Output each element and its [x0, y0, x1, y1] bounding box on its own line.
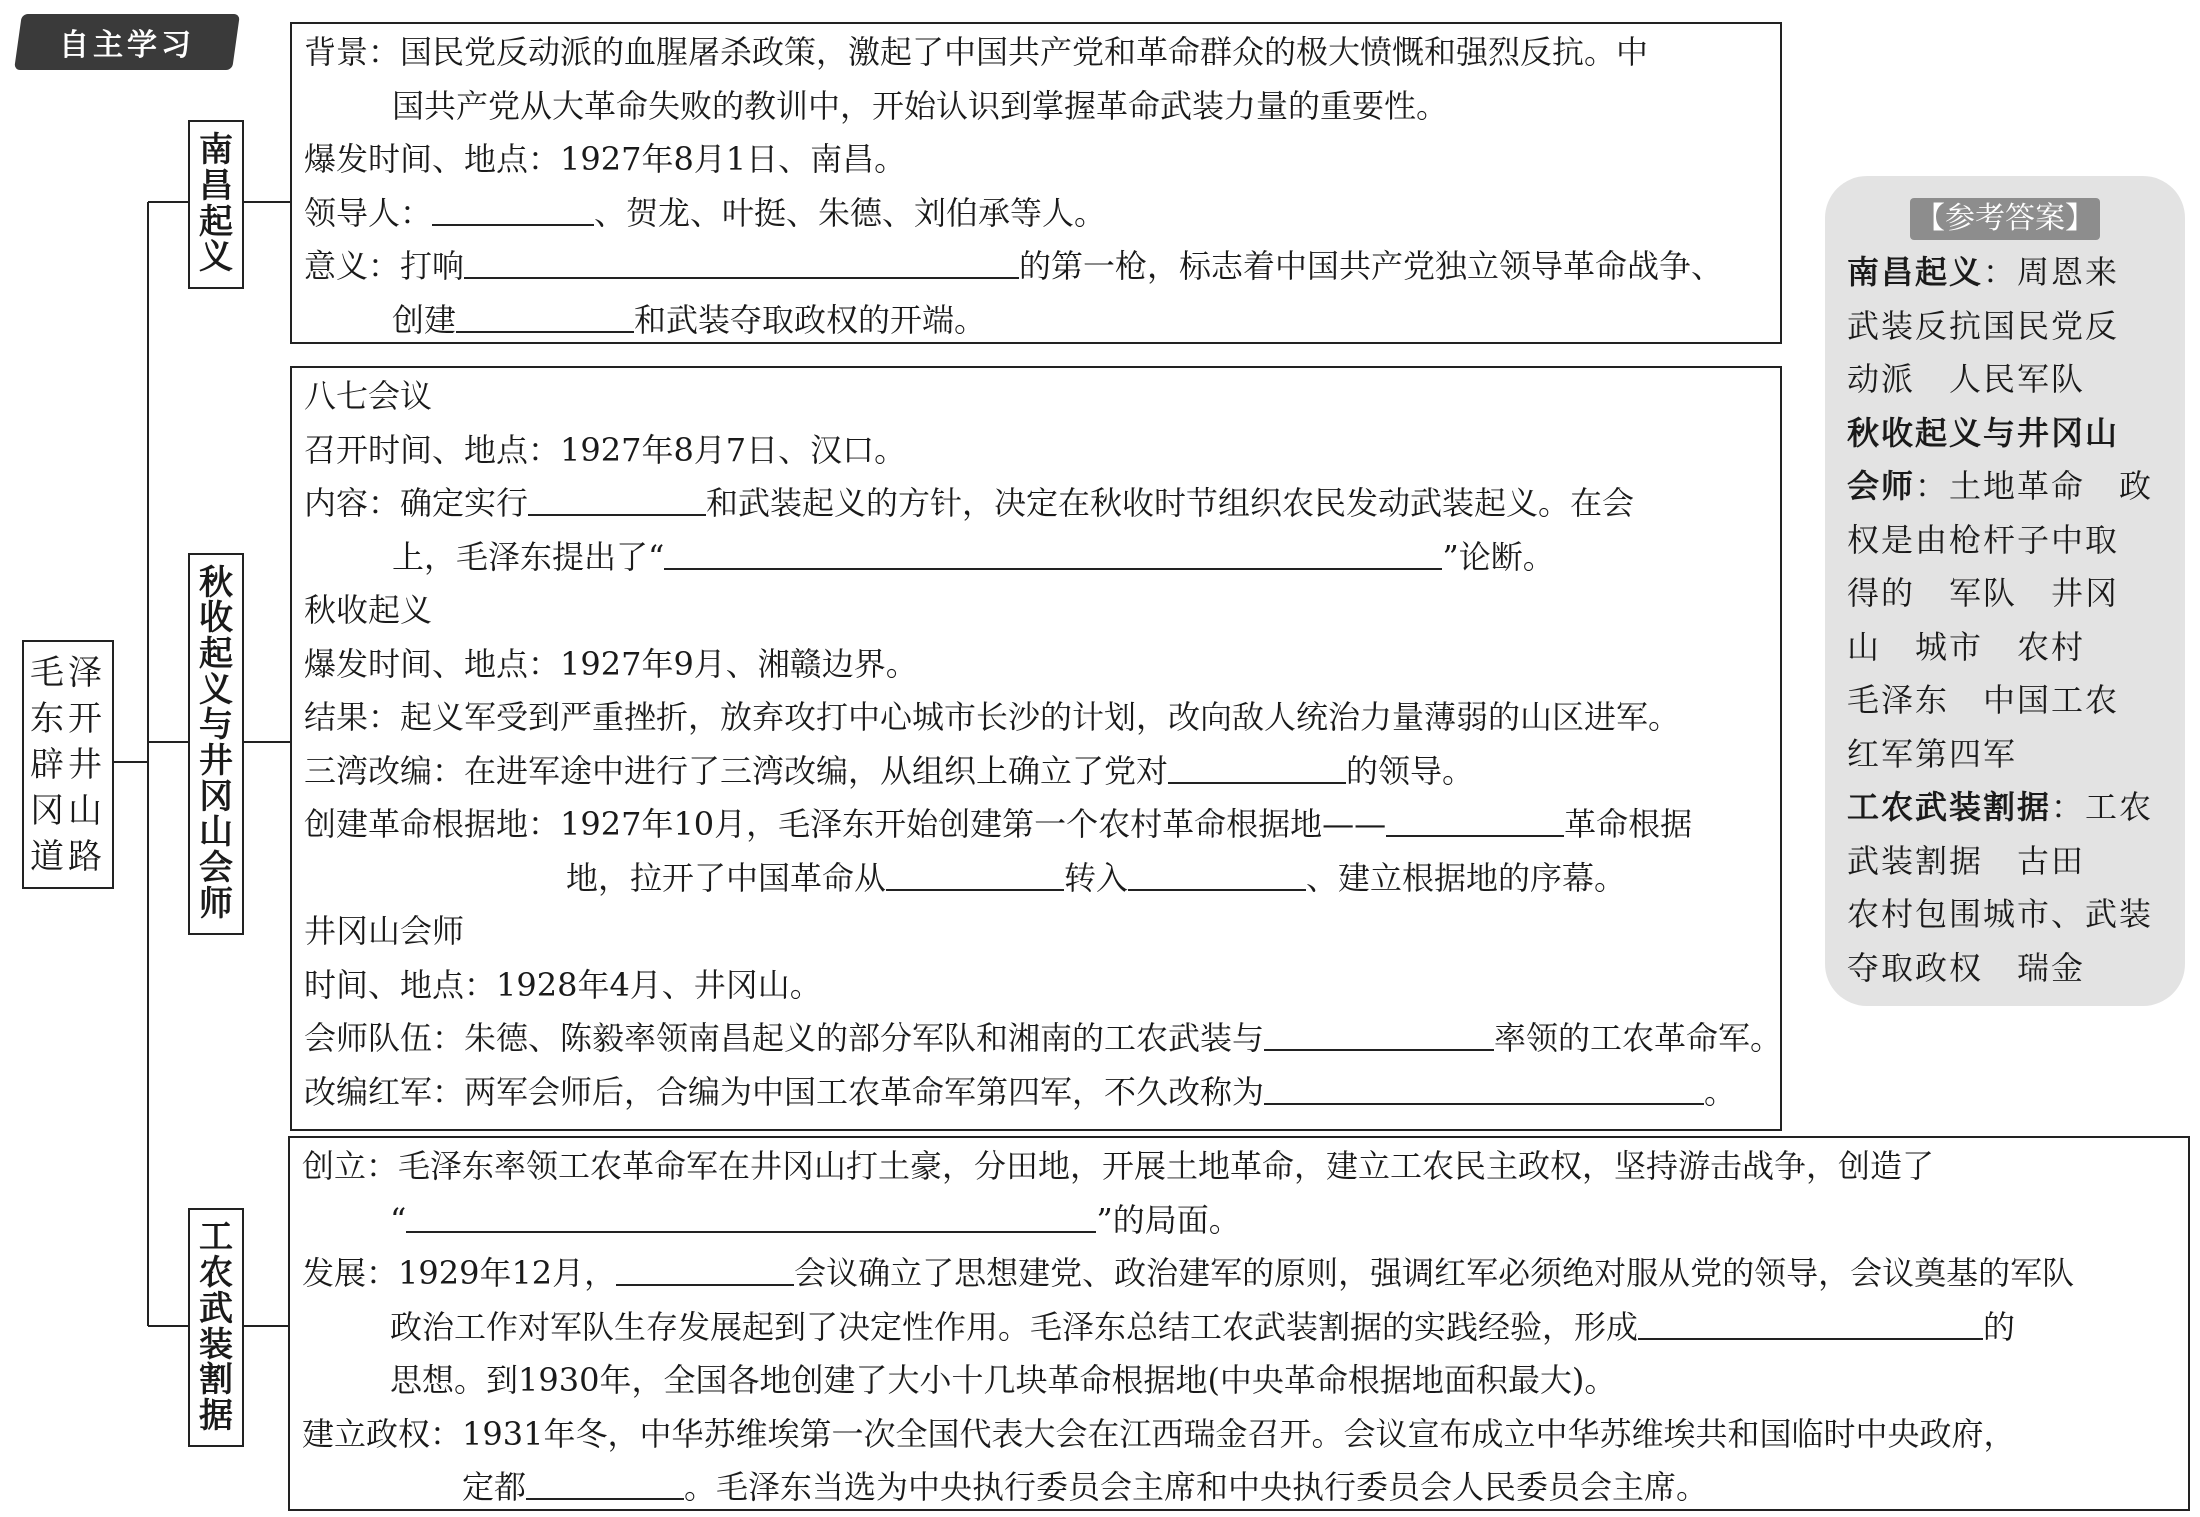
- answer-line: 权是由枪杆子中取: [1847, 520, 2120, 559]
- content-line: [304, 187, 1768, 241]
- answer-heading: 会师: [1847, 467, 1916, 505]
- line-text: 和武装起义的方针，决定在秋收时节组织农民发动武装起义。在会: [706, 484, 1635, 522]
- root-text: 冈山: [30, 790, 106, 831]
- fill-blank[interactable]: [1264, 1019, 1494, 1051]
- root-text: 东开: [30, 698, 106, 739]
- branch-char: 起: [199, 201, 233, 242]
- fill-blank[interactable]: [1264, 1073, 1704, 1105]
- section-banner-title: 自主学习: [59, 28, 195, 63]
- section-banner: [14, 14, 240, 70]
- line-text: “: [390, 1200, 407, 1239]
- line-text: 领导人：: [304, 193, 433, 232]
- answer-text: ：土地革命 政: [1915, 467, 2154, 505]
- line-text: 的领导。: [1346, 751, 1475, 790]
- branch-char: 据: [199, 1395, 233, 1436]
- line-text: 上，毛泽东提出了“: [392, 537, 665, 576]
- fill-blank[interactable]: [406, 1201, 1096, 1233]
- answer-line: 农村包围城市、武装: [1847, 895, 2154, 933]
- answer-line: 武装反抗国民党反: [1847, 306, 2120, 345]
- line-text: 创建革命根据地：1927年10月，毛泽东开始创建第一个农村革命根据地——: [304, 805, 1387, 843]
- line-text: ”的局面。: [1096, 1200, 1241, 1239]
- branch-char: 与: [199, 705, 233, 746]
- answer-line: [1847, 460, 2163, 514]
- branch-char: 秋: [199, 562, 233, 603]
- line-text: 、贺龙、叶挺、朱德、刘伯承等人。: [594, 193, 1107, 232]
- content-line: [304, 294, 1768, 348]
- line-text: 。毛泽东当选为中央执行委员会主席和中央执行委员会人民委员会主席。: [684, 1468, 1709, 1506]
- fill-blank[interactable]: [432, 194, 594, 226]
- line-text: 和武装夺取政权的开端。: [634, 300, 987, 339]
- answer-line: [1847, 246, 2163, 300]
- branch-char: 山: [199, 812, 233, 853]
- line-text: 。: [1704, 1072, 1737, 1111]
- branch-char: 装: [199, 1324, 233, 1365]
- answers-title: 【参考答案】: [1910, 198, 2100, 240]
- content-line: 思想。到1930年，全国各地创建了大小十几块革命根据地(中央革命根据地面积最大)。: [390, 1361, 1617, 1399]
- line-text: 转入: [1064, 858, 1129, 897]
- content-line: 爆发时间、地点：1927年9月、湘赣边界。: [304, 644, 918, 683]
- content-line: [302, 1194, 2176, 1248]
- fill-blank[interactable]: [1168, 752, 1346, 784]
- branch-char: 起: [199, 633, 233, 674]
- content-line: 建立政权：1931年冬，中华苏维埃第一次全国代表大会在江西瑞金召开。会议宣布成立中华苏维埃共和国临时中央政府，: [302, 1414, 2016, 1453]
- answer-line: 毛泽东 中国工农: [1847, 681, 2120, 719]
- answer-text: ：周恩来: [1983, 253, 2120, 291]
- content-line: 时间、地点：1928年4月、井冈山。: [304, 965, 822, 1004]
- fill-blank[interactable]: [886, 859, 1064, 891]
- content-line: 召开时间、地点：1927年8月7日、汉口。: [304, 430, 907, 469]
- content-line: [304, 852, 1768, 906]
- reference-answers-panel: [1825, 176, 2185, 1006]
- branch-char: 武: [199, 1288, 233, 1329]
- fill-blank[interactable]: [1128, 859, 1306, 891]
- fill-blank[interactable]: [526, 1468, 684, 1500]
- answer-heading: 工农武装割据: [1847, 788, 2052, 826]
- answer-line: 山 城市 农村: [1847, 627, 2086, 666]
- line-text: 政治工作对军队生存发展起到了决定性作用。毛泽东总结工农武装割据的实践经验，形成: [390, 1307, 1639, 1346]
- answer-line: 武装割据 古田: [1847, 841, 2086, 880]
- content-line: [302, 1247, 2176, 1301]
- answer-heading: 南昌起义: [1847, 253, 1984, 291]
- content-line: [302, 1301, 2176, 1355]
- answer-line: 得的 军队 井冈: [1847, 574, 2120, 612]
- branch-char: 义: [199, 237, 233, 278]
- content-line: 创立：毛泽东率领工农革命军在井冈山打土豪，分田地，开展土地革命，建立工农民主政权，坚持游击战争，创造了: [302, 1147, 1935, 1185]
- branch-char: 井: [199, 741, 233, 781]
- branch-char: 收: [199, 598, 233, 639]
- content-line: [304, 745, 1768, 799]
- branch-autumn-harvest-uprising: [188, 553, 244, 935]
- fill-blank[interactable]: [664, 538, 1442, 570]
- branch-char: 冈: [199, 776, 233, 817]
- fill-blank[interactable]: [456, 301, 634, 333]
- content-line: 爆发时间、地点：1927年8月1日、南昌。: [304, 140, 907, 178]
- line-text: 内容：确定实行: [304, 484, 529, 522]
- line-text: ”论断。: [1442, 537, 1555, 576]
- answer-line: 红军第四军: [1847, 734, 2018, 773]
- nanchang-content-box: [290, 22, 1782, 344]
- branch-char: 昌: [199, 165, 233, 206]
- branch-char: 割: [199, 1360, 233, 1401]
- root-text: 毛泽: [30, 652, 106, 693]
- line-text: 的: [1983, 1307, 2016, 1346]
- branch-char: 师: [199, 883, 233, 924]
- root-text: 道路: [30, 836, 106, 877]
- content-line: [304, 1066, 1768, 1120]
- answer-line: [1847, 781, 2163, 835]
- branch-armed-separatism: [188, 1208, 244, 1447]
- line-text: 改编红军：两军会师后，合编为中国工农革命军第四军，不久改称为: [304, 1072, 1265, 1111]
- content-line: 八七会议: [304, 377, 433, 415]
- separatism-content-box: [288, 1136, 2190, 1511]
- line-text: 意义：打响: [304, 247, 465, 285]
- answer-line: 动派 人民军队: [1847, 360, 2086, 398]
- fill-blank[interactable]: [464, 247, 1019, 279]
- content-line: [302, 1461, 2176, 1515]
- branch-char: 义: [199, 669, 233, 710]
- content-line: [304, 798, 1768, 852]
- fill-blank[interactable]: [616, 1254, 794, 1286]
- fill-blank[interactable]: [1386, 805, 1564, 837]
- line-text: 率领的工农革命军。: [1494, 1019, 1783, 1057]
- line-text: 地，拉开了中国革命从: [566, 858, 887, 897]
- line-text: 会议确立了思想建党、政治建军的原则，强调红军必须绝对服从党的领导，会议奠基的军队: [794, 1254, 2075, 1292]
- line-text: 、建立根据地的序幕。: [1306, 858, 1627, 897]
- content-line: 井冈山会师: [304, 912, 465, 950]
- root-text: 辟井: [30, 744, 106, 785]
- line-text: 三湾改编：在进军途中进行了三湾改编，从组织上确立了党对: [304, 751, 1169, 790]
- content-line: [304, 240, 1768, 294]
- line-text: 创建: [392, 300, 457, 339]
- autumn-content-box: [290, 366, 1782, 1131]
- answer-text: ：工农: [2051, 788, 2154, 826]
- content-line: 结果：起义军受到严重挫折，放弃攻打中心城市长沙的计划，改向敌人统治力量薄弱的山区进军。: [304, 698, 1681, 736]
- content-line: [304, 531, 1768, 585]
- root-node: [22, 640, 114, 889]
- content-line: [304, 1012, 1783, 1066]
- branch-char: 工: [199, 1217, 233, 1258]
- line-text: 会师队伍：朱德、陈毅率领南昌起义的部分军队和湘南的工农武装与: [304, 1019, 1265, 1057]
- line-text: 革命根据: [1564, 805, 1693, 843]
- content-line: 秋收起义: [304, 591, 433, 629]
- branch-char: 农: [199, 1253, 233, 1294]
- branch-char: 会: [199, 848, 233, 889]
- content-line: 背景：国民党反动派的血腥屠杀政策，激起了中国共产党和革命群众的极大愤慨和强烈反抗。中: [304, 33, 1649, 71]
- answer-heading: 秋收起义与井冈山: [1847, 413, 2120, 452]
- answer-line: 夺取政权 瑞金: [1847, 948, 2086, 987]
- fill-blank[interactable]: [528, 484, 706, 516]
- line-text: 定都: [462, 1468, 527, 1506]
- content-line: 国共产党从大革命失败的教训中，开始认识到掌握革命武装力量的重要性。: [392, 86, 1449, 125]
- line-text: 发展：1929年12月，: [302, 1254, 617, 1292]
- fill-blank[interactable]: [1638, 1308, 1983, 1340]
- branch-nanchang-uprising: [188, 120, 244, 289]
- line-text: 的第一枪，标志着中国共产党独立领导革命战争、: [1019, 247, 1724, 285]
- branch-char: 南: [199, 130, 233, 171]
- content-line: [304, 477, 1768, 531]
